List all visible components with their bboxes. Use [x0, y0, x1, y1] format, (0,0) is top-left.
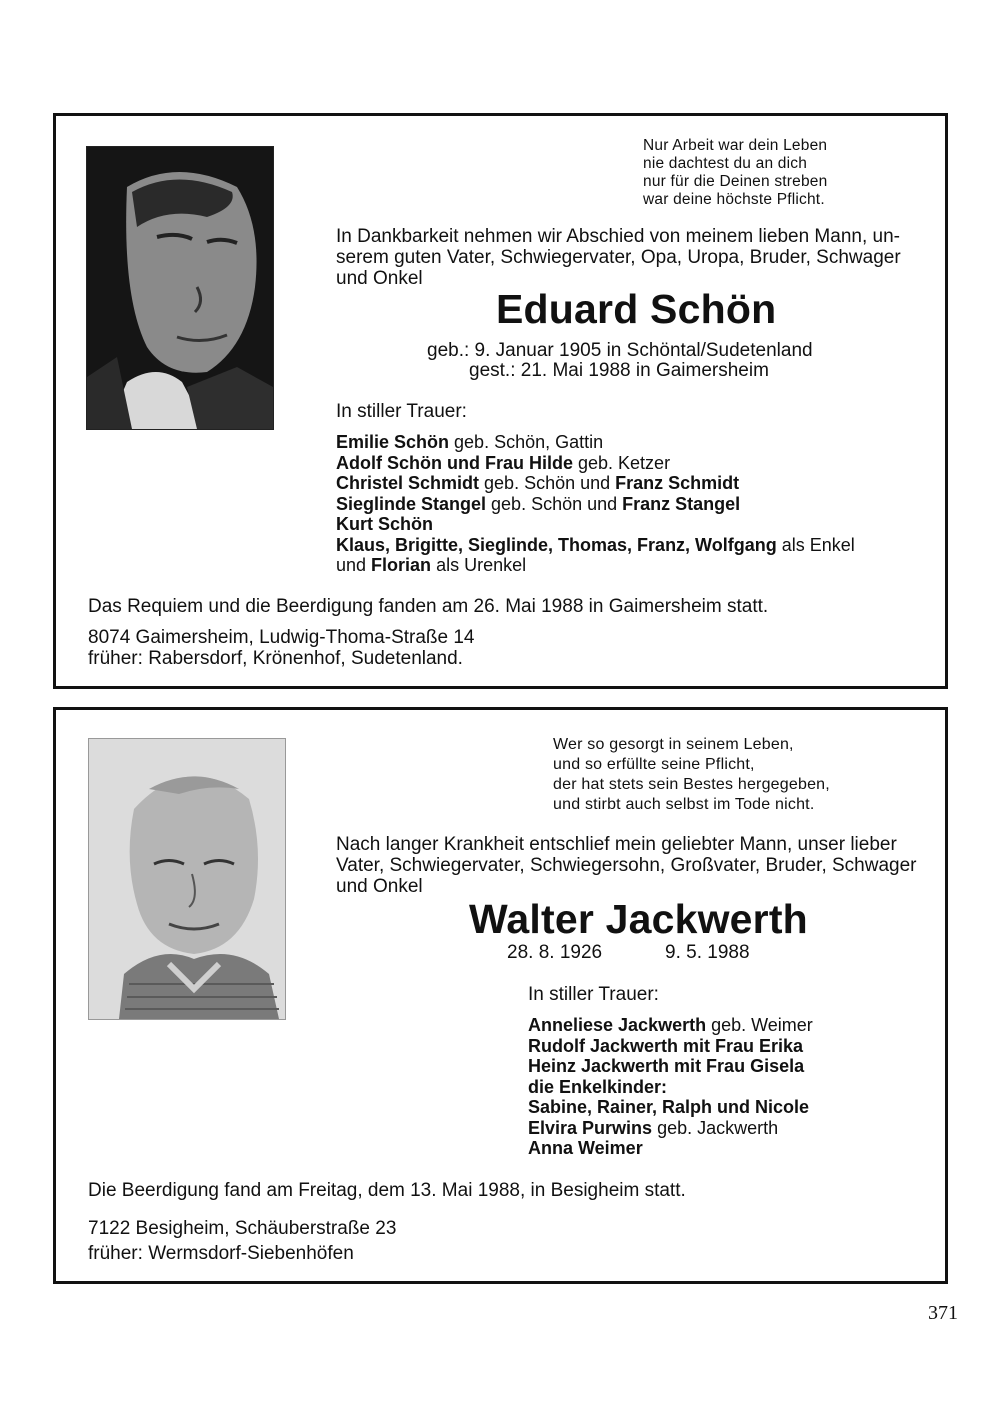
memorial-poem: [643, 137, 827, 209]
mourner-text: Franz Schmidt: [615, 473, 740, 493]
poem-line: Nur Arbeit war dein Leben: [643, 137, 828, 154]
mourner-text: als Urenkel: [431, 555, 527, 575]
death-info: gest.: 21. Mai 1988 in Gaimersheim: [469, 360, 769, 381]
poem-line: und stirbt auch selbst im Tode nicht.: [553, 796, 815, 813]
mourners-list: [528, 1015, 813, 1159]
mourner-line: [336, 432, 855, 453]
poem-line: nie dachtest du an dich: [643, 155, 808, 172]
mourner-line: [528, 1056, 813, 1077]
former-address-line: früher: Wermsdorf-Siebenhöfen: [88, 1243, 354, 1264]
intro-line: In Dankbarkeit nehmen wir Abschied von meinem lieben Mann, un-: [336, 226, 900, 247]
poem-line: war deine höchste Pflicht.: [643, 191, 825, 208]
mourner-line: [528, 1138, 813, 1159]
intro-line: Vater, Schwiegervater, Schwiegersohn, Großvater, Bruder, Schwager: [336, 855, 917, 876]
mourner-text: Franz Stangel: [622, 493, 741, 514]
memorial-poem: [553, 735, 830, 815]
intro-line: und Onkel: [336, 268, 423, 289]
portrait-photo-walter-jackwerth: [88, 738, 286, 1020]
mourner-text: und: [336, 555, 372, 575]
death-date: 9. 5. 1988: [665, 942, 750, 963]
deceased-name: Eduard Schön: [496, 286, 777, 332]
mourner-text: Anneliese Jackwerth: [528, 1015, 707, 1035]
mourning-label: In stiller Trauer:: [336, 401, 467, 422]
mourner-text: geb. Ketzer: [573, 452, 671, 473]
page-number: 371: [928, 1302, 958, 1324]
intro-line: und Onkel: [336, 876, 423, 897]
mourner-text: Klaus, Brigitte, Sieglinde, Thomas, Franz, Wolfgang: [336, 534, 777, 555]
mourner-text: Adolf Schön und Frau Hilde: [336, 452, 573, 473]
mourner-line: [528, 1097, 813, 1118]
mourner-text: Elvira Purwins: [528, 1117, 653, 1138]
mourner-text: geb. Schön, Gattin: [449, 432, 604, 452]
mourner-text: als Enkel: [776, 534, 855, 555]
service-info: Das Requiem und die Beerdigung fanden am 26. Mai 1988 in Gaimersheim statt.: [88, 596, 769, 617]
former-address-line: früher: Rabersdorf, Krönenhof, Sudetenland.: [88, 648, 463, 669]
mourner-line: [528, 1118, 813, 1139]
mourner-text: Anna Weimer: [528, 1138, 643, 1158]
mourner-line: [336, 535, 855, 556]
mourner-line: [336, 494, 855, 515]
intro-text: [336, 834, 917, 897]
intro-line: serem guten Vater, Schwiegervater, Opa, Uropa, Bruder, Schwager: [336, 247, 901, 268]
mourner-text: Heinz Jackwerth mit Frau Gisela: [528, 1056, 805, 1076]
mourner-line: [528, 1015, 813, 1036]
mourners-list: [336, 432, 855, 576]
mourning-label: In stiller Trauer:: [528, 984, 659, 1005]
mourner-line: [528, 1036, 813, 1057]
mourner-text: die Enkelkinder:: [528, 1076, 668, 1097]
service-info: Die Beerdigung fand am Freitag, dem 13. Mai 1988, in Besigheim statt.: [88, 1180, 686, 1201]
deceased-name: Walter Jackwerth: [469, 896, 808, 942]
poem-line: und so erfüllte seine Pflicht,: [553, 756, 755, 773]
mourner-text: geb. Jackwerth: [652, 1117, 779, 1138]
mourner-text: Kurt Schön: [336, 514, 433, 534]
mourner-text: Florian: [371, 555, 432, 575]
mourner-text: Rudolf Jackwerth mit Frau Erika: [528, 1035, 804, 1056]
mourner-text: Emilie Schön: [336, 432, 450, 452]
poem-line: nur für die Deinen streben: [643, 173, 828, 190]
birth-date: 28. 8. 1926: [507, 942, 603, 963]
mourner-line: [336, 453, 855, 474]
mourner-line: [336, 555, 855, 576]
poem-line: Wer so gesorgt in seinem Leben,: [553, 736, 794, 753]
mourner-text: Christel Schmidt: [336, 473, 480, 493]
intro-text: [336, 226, 901, 289]
mourner-line: [336, 473, 855, 494]
mourner-text: geb. Weimer: [706, 1015, 813, 1035]
mourner-text: geb. Schön und: [479, 473, 616, 493]
mourner-line: [528, 1077, 813, 1098]
mourner-text: geb. Schön und: [486, 493, 623, 514]
poem-line: der hat stets sein Bestes hergegeben,: [553, 776, 830, 793]
mourner-text: Sieglinde Stangel: [336, 493, 487, 514]
mourner-line: [336, 514, 855, 535]
birth-info: geb.: 9. Januar 1905 in Schöntal/Sudetenland: [427, 340, 813, 361]
portrait-photo-eduard-schoen: [86, 146, 274, 430]
mourner-text: Sabine, Rainer, Ralph und Nicole: [528, 1097, 810, 1117]
address-line: 7122 Besigheim, Schäuberstraße 23: [88, 1218, 397, 1239]
intro-line: Nach langer Krankheit entschlief mein geliebter Mann, unser lieber: [336, 834, 897, 855]
address-line: 8074 Gaimersheim, Ludwig-Thoma-Straße 14: [88, 627, 475, 648]
